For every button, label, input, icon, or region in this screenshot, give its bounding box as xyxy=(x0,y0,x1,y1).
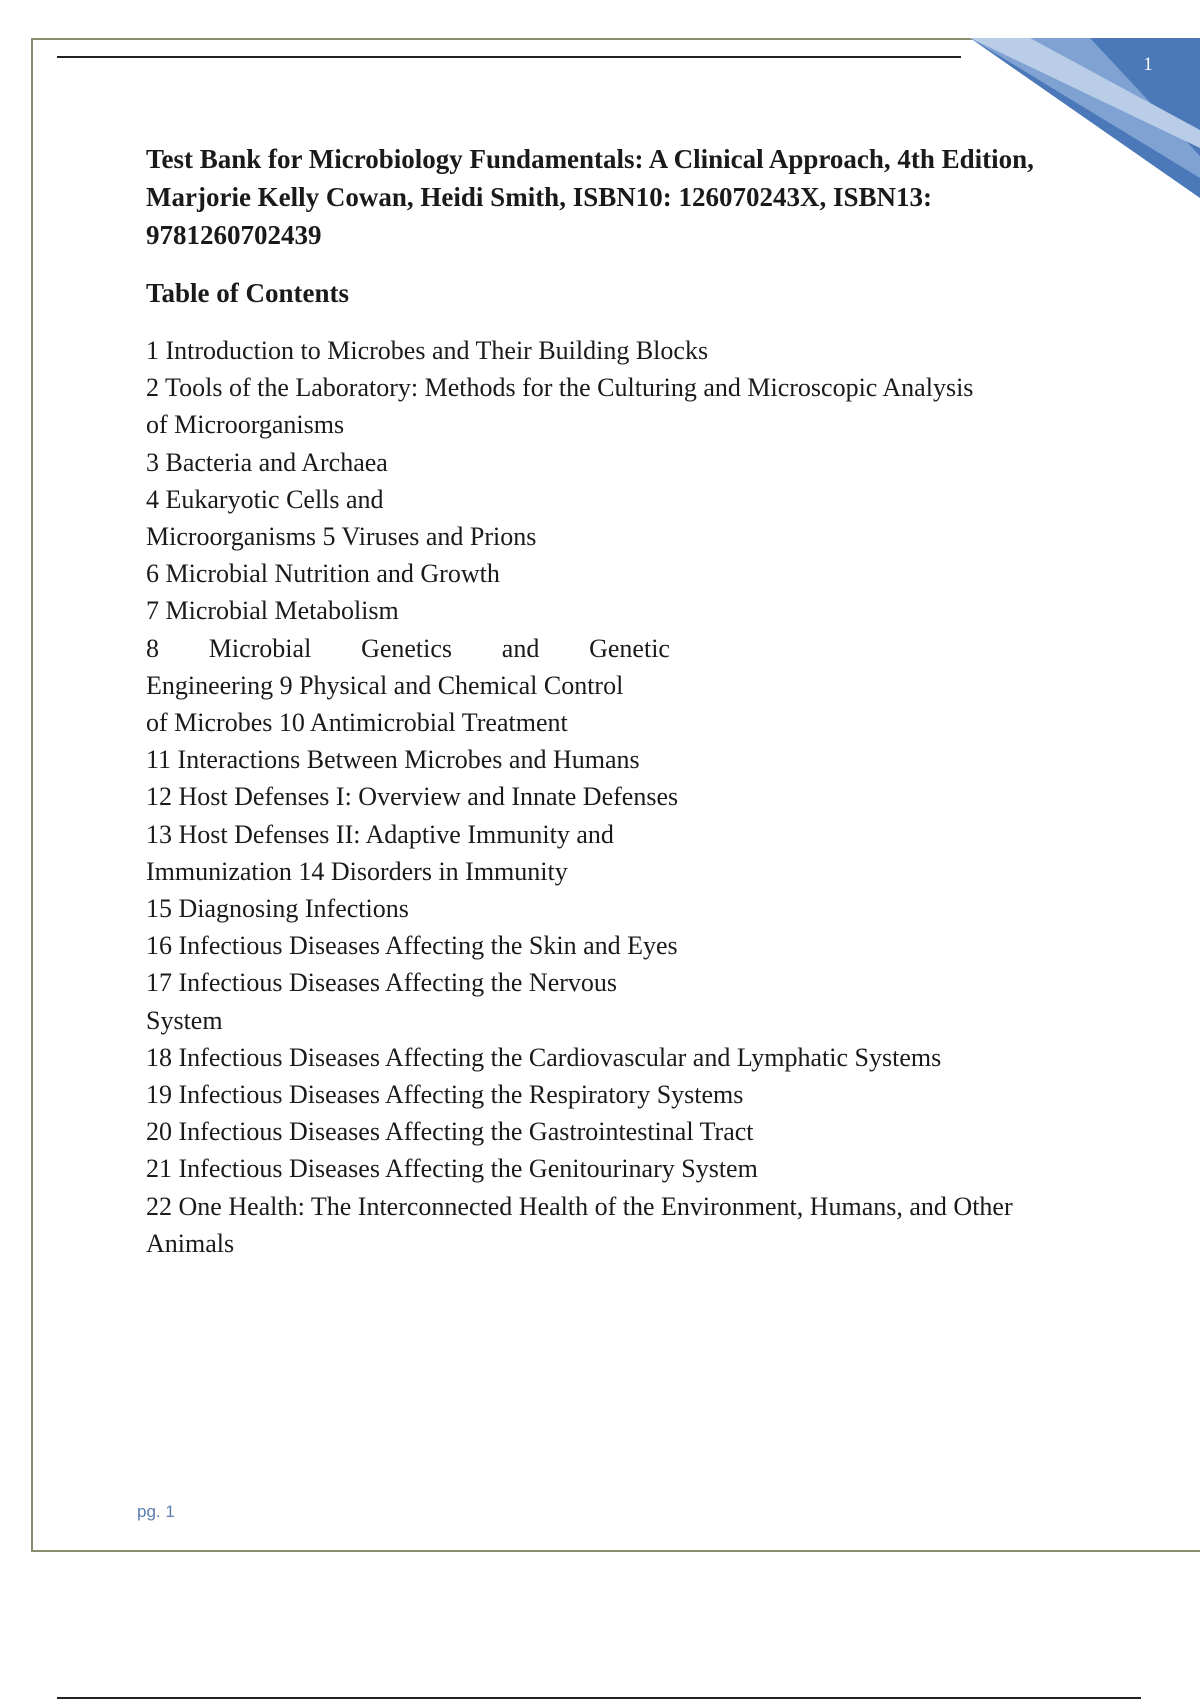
toc-line: 18 Infectious Diseases Affecting the Cardiovascular and Lymphatic Systems xyxy=(146,1042,942,1072)
header-rule xyxy=(57,56,961,58)
toc-line: 6 Microbial Nutrition and Growth xyxy=(146,559,500,589)
toc-line: 7 Microbial Metabolism xyxy=(146,596,399,626)
toc-word: Genetics xyxy=(361,633,453,663)
toc-word: and xyxy=(501,633,540,663)
toc-line: System xyxy=(146,1005,223,1035)
toc-line: 2 Tools of the Laboratory: Methods for the Culturing and Microscopic Analysis xyxy=(146,373,974,403)
footer-page-number: pg. 1 xyxy=(137,1502,175,1521)
toc-line: Immunization 14 Disorders in Immunity xyxy=(146,856,568,886)
toc-line: 22 One Health: The Interconnected Health of the Environment, Humans, and Other xyxy=(146,1191,1013,1221)
toc-line: 15 Diagnosing Infections xyxy=(146,894,409,924)
toc-line: 13 Host Defenses II: Adaptive Immunity and xyxy=(146,819,614,849)
toc-line: 16 Infectious Diseases Affecting the Skin and Eyes xyxy=(146,931,678,961)
toc-heading: Table of Contents xyxy=(146,278,350,308)
toc-word: 8 xyxy=(146,633,159,663)
toc-line: Animals xyxy=(146,1228,235,1258)
toc-word: Microbial xyxy=(208,633,312,663)
toc-line: Engineering 9 Physical and Chemical Control xyxy=(146,670,624,700)
toc-line: of Microorganisms xyxy=(146,410,345,440)
corner-page-number: 1 xyxy=(1143,54,1153,75)
footer-rule xyxy=(57,1697,1141,1699)
toc-line: 12 Host Defenses I: Overview and Innate Defenses xyxy=(146,782,679,812)
toc-line: 11 Interactions Between Microbes and Humans xyxy=(146,745,640,775)
toc-line: of Microbes 10 Antimicrobial Treatment xyxy=(146,708,568,738)
toc-line: 19 Infectious Diseases Affecting the Respiratory Systems xyxy=(146,1080,744,1110)
document-title: Test Bank for Microbiology Fundamentals: A Clinical Approach, 4th Edition, Marjorie Kelly Cowan, Heidi Smith, ISBN10: 126070243X, ISBN13: 9781260702439 xyxy=(146,144,1034,250)
toc-word: Genetic xyxy=(589,633,670,663)
toc-line: 3 Bacteria and Archaea xyxy=(146,447,388,477)
toc-line: 17 Infectious Diseases Affecting the Nervous xyxy=(146,968,618,998)
toc-line: 1 Introduction to Microbes and Their Building Blocks xyxy=(146,336,709,365)
toc-line: Microorganisms 5 Viruses and Prions xyxy=(146,522,537,552)
toc-line: 4 Eukaryotic Cells and xyxy=(146,484,384,514)
toc-line: 20 Infectious Diseases Affecting the Gastrointestinal Tract xyxy=(146,1117,754,1147)
toc-line: 21 Infectious Diseases Affecting the Genitourinary System xyxy=(146,1154,758,1184)
toc-line-justified xyxy=(146,630,670,667)
table-of-contents xyxy=(146,332,1106,1262)
